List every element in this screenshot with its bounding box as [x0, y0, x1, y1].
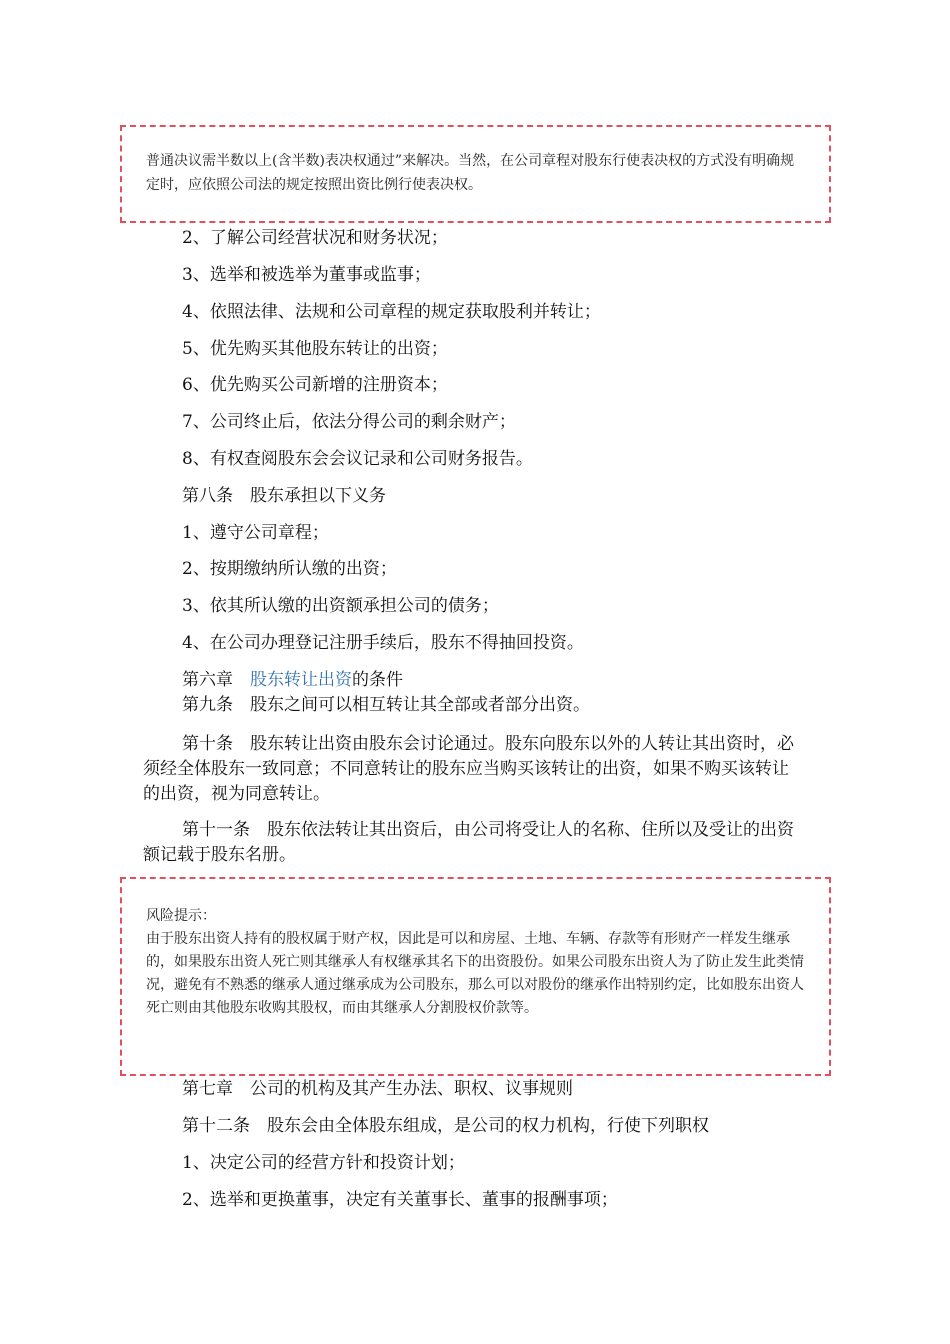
article-11: 第十一条 股东依法转让其出资后，由公司将受让人的名称、住所以及受让的出资额记载于股东名册。	[143, 820, 794, 865]
article-12-title: 第十二条 股东会由全体股东组成，是公司的权力机构，行使下列职权	[182, 1116, 709, 1136]
chapter-6-suffix: 的条件	[352, 670, 403, 690]
right-item-6: 6、优先购买公司新增的注册资本；	[182, 375, 448, 395]
right-item-2: 2、了解公司经营状况和财务状况；	[182, 228, 448, 248]
chapter-6-heading	[182, 668, 842, 693]
comment-box-voting	[120, 125, 831, 223]
chapter-6-link[interactable]: 股东转让出资	[250, 670, 352, 690]
power-item-2: 2、选举和更换董事，决定有关董事长、董事的报酬事项；	[182, 1190, 618, 1210]
duty-item-2: 2、按期缴纳所认缴的出资；	[182, 559, 397, 579]
right-item-4: 4、依照法律、法规和公司章程的规定获取股利并转让；	[182, 302, 601, 322]
power-item-1: 1、决定公司的经营方针和投资计划；	[182, 1153, 465, 1173]
right-item-3: 3、选举和被选举为董事或监事；	[182, 265, 431, 285]
article-8-title: 第八条 股东承担以下义务	[182, 486, 386, 506]
comment-text: 普通决议需半数以上(含半数)表决权通过”来解决。当然，在公司章程对股东行使表决权的方式没有明确规定时，应依照公司法的规定按照出资比例行使表决权。	[146, 153, 795, 193]
right-item-8: 8、有权查阅股东会会议记录和公司财务报告。	[182, 449, 533, 469]
chapter-7-heading: 第七章 公司的机构及其产生办法、职权、议事规则	[182, 1079, 573, 1099]
right-item-7: 7、公司终止后，依法分得公司的剩余财产；	[182, 412, 516, 432]
duty-item-4: 4、在公司办理登记注册手续后，股东不得抽回投资。	[182, 633, 584, 653]
risk-title: 风险提示：	[146, 908, 216, 924]
duty-item-1: 1、遵守公司章程；	[182, 523, 329, 543]
article-10: 第十条 股东转让出资由股东会讨论通过。股东向股东以外的人转让其出资时，必须经全体股东一致同意；不同意转让的股东应当购买该转让的出资，如果不购买该转让的出资，视为同意转让。	[143, 734, 794, 804]
chapter-6-prefix: 第六章	[182, 670, 250, 690]
right-item-5: 5、优先购买其他股东转让的出资；	[182, 339, 448, 359]
article-9: 第九条 股东之间可以相互转让其全部或者部分出资。	[182, 695, 590, 715]
risk-text: 由于股东出资人持有的股权属于财产权，因此是可以和房屋、土地、车辆、存款等有形财产一样发生继承的，如果股东出资人死亡则其继承人有权继承其名下的出资股份。如果公司股东出资人为了防止发生此类情况，避免有不熟悉的继承人通过继承成为公司股东，那么可以对股份的继承作出特别约定，比如股东出资人死亡则由其他股东收购其股权，而由其继承人分割股权价款等。	[146, 931, 804, 1016]
duty-item-3: 3、依其所认缴的出资额承担公司的债务；	[182, 596, 499, 616]
comment-box-risk	[120, 877, 831, 1076]
